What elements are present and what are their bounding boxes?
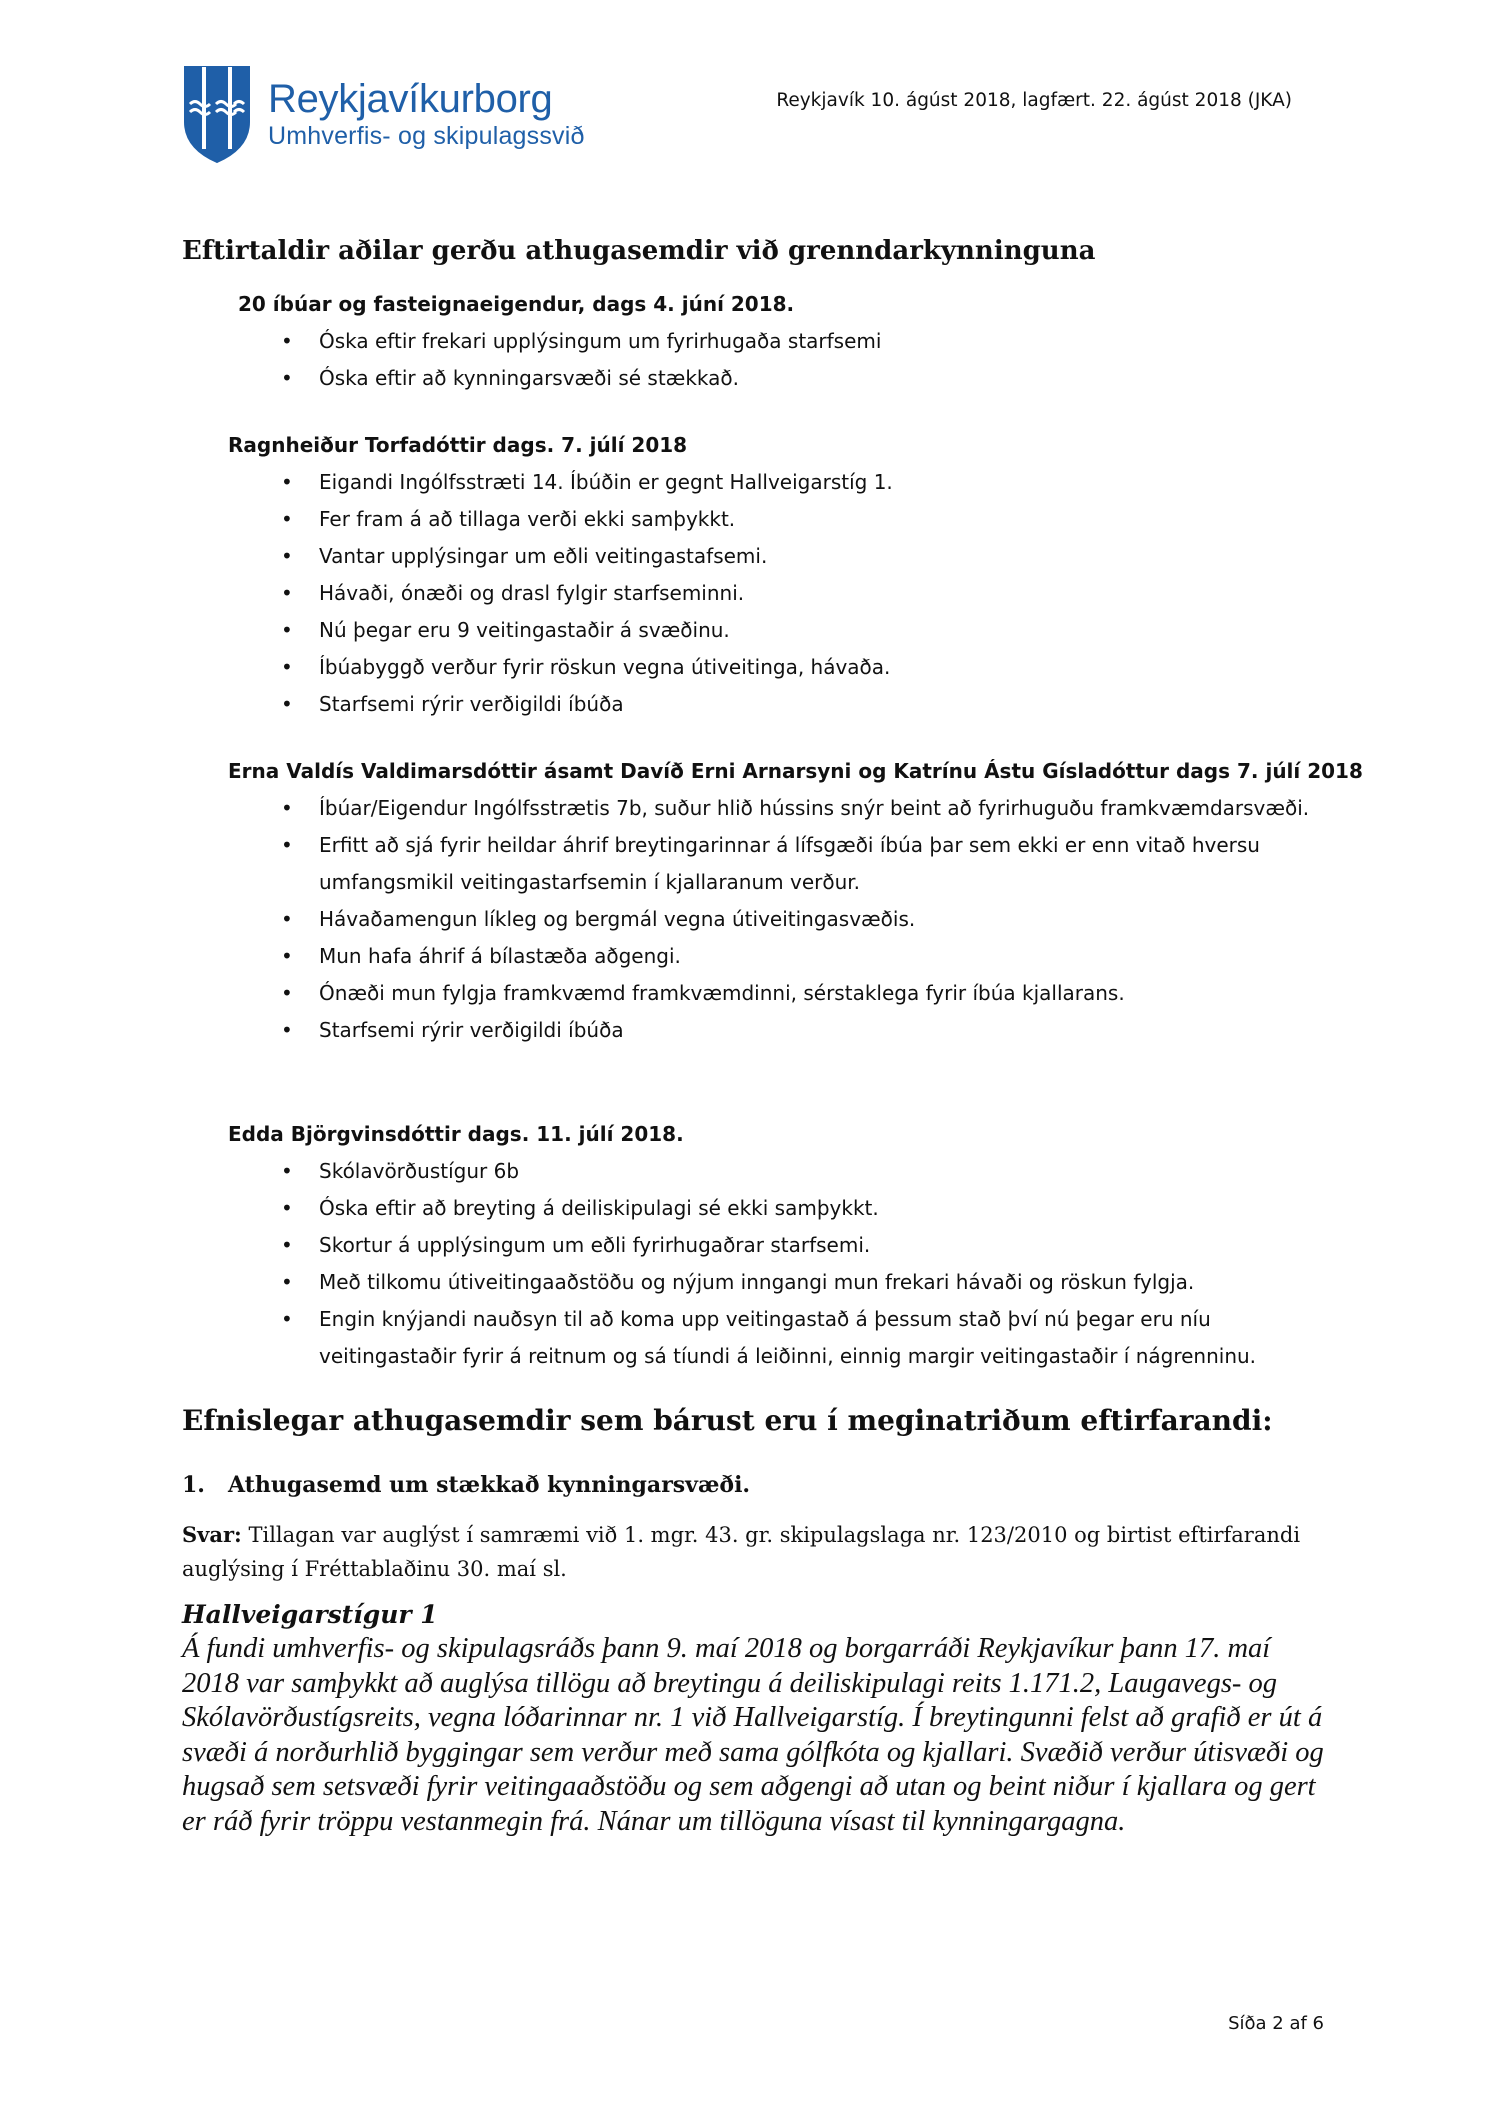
bullet-icon: •: [281, 470, 293, 494]
bullet-icon: •: [281, 907, 293, 931]
bullet-icon: •: [281, 507, 293, 531]
group-title: Edda Björgvinsdóttir dags. 11. júlí 2018.: [228, 1122, 684, 1146]
reykjavik-crest-icon: [182, 64, 252, 164]
bullet-icon: •: [281, 1018, 293, 1042]
answer-paragraph: [182, 1518, 1332, 1586]
date-line: Reykjavík 10. ágúst 2018, lagfært. 22. ágúst 2018 (JKA): [776, 90, 1292, 111]
bullet-icon: •: [281, 1270, 293, 1294]
bullet-icon: •: [281, 544, 293, 568]
page-number: Síða 2 af 6: [1228, 2013, 1324, 2034]
objection-group: [0, 753, 1500, 1049]
list-item: • Eigandi Ingólfsstræti 14. Íbúðin er gegnt Hallveigarstíg 1.: [319, 464, 1500, 501]
bullet-list: [0, 1153, 1319, 1375]
numbered-item: [182, 1472, 750, 1498]
list-item: • Erfitt að sjá fyrir heildar áhrif breytingarinnar á lífsgæði íbúa þar sem ekki er enn vitað hversu umfangsmikil veitingastarfsemin í kjallaranum verður.: [319, 827, 1319, 901]
answer-text: Tillagan var auglýst í samræmi við 1. mgr. 43. gr. skipulagslaga nr. 123/2010 og birtist eftirfarandi auglýsing í Fréttablaðinu 30. maí sl.: [182, 1523, 1301, 1581]
list-item: • Engin knýjandi nauðsyn til að koma upp veitingastað á þessum stað því nú þegar eru níu veitingastaðir fyrir á reitnum og sá tíundi á leiðinni, einnig margir veitingastaðir í nágrenninu.: [319, 1301, 1319, 1375]
bullet-icon: •: [281, 1196, 293, 1220]
list-item: • Óska eftir frekari upplýsingum um fyrirhugaða starfsemi: [319, 323, 1500, 360]
bullet-icon: •: [281, 833, 293, 857]
bullet-list: [0, 464, 1500, 723]
quote-title: Hallveigarstígur 1: [182, 1600, 438, 1629]
bullet-icon: •: [281, 581, 293, 605]
list-item: • Óska eftir að kynningarsvæði sé stækkað.: [319, 360, 1500, 397]
list-item: • Ónæði mun fylgja framkvæmd framkvæmdinni, sérstaklega fyrir íbúa kjallarans.: [319, 975, 1319, 1012]
list-item: • Íbúabyggð verður fyrir röskun vegna útiveitinga, hávaða.: [319, 649, 1500, 686]
objection-group: [0, 286, 1500, 397]
bullet-icon: •: [281, 1307, 293, 1331]
list-item: • Vantar upplýsingar um eðli veitingastafsemi.: [319, 538, 1500, 575]
bullet-icon: •: [281, 618, 293, 642]
list-item: • Mun hafa áhrif á bílastæða aðgengi.: [319, 938, 1319, 975]
bullet-icon: •: [281, 944, 293, 968]
list-item: • Hávaðamengun líkleg og bergmál vegna útiveitingasvæðis.: [319, 901, 1319, 938]
list-item: • Starfsemi rýrir verðigildi íbúða: [319, 686, 1500, 723]
item-title: Athugasemd um stækkað kynningarsvæði.: [228, 1472, 751, 1498]
bullet-icon: •: [281, 692, 293, 716]
objection-group: [0, 427, 1500, 723]
bullet-icon: •: [281, 1159, 293, 1183]
bullet-icon: •: [281, 1233, 293, 1257]
list-item: • Skólavörðustígur 6b: [319, 1153, 1319, 1190]
logo: [182, 64, 585, 164]
list-item: • Nú þegar eru 9 veitingastaðir á svæðinu.: [319, 612, 1500, 649]
group-title: Ragnheiður Torfadóttir dags. 7. júlí 2018: [228, 433, 688, 457]
answer-label: Svar:: [182, 1522, 242, 1547]
quote-text: Á fundi umhverfis- og skipulagsráðs þann 9. maí 2018 og borgarráði Reykjavíkur þann 17. maí 2018 var samþykkt að auglýsa tillögu að breytingu á deiliskipulagi reits 1.171.2, Laugavegs- og Skólavörðustígsreits, vegna lóðarinnar nr. 1 við Hallveigarstíg. Í breytingunni felst að grafið er út á svæði á norðurhlið byggingar sem verður með sama gólfkóta og kjallari. Svæðið verður útisvæði og hugsað sem setsvæði fyrir veitingaaðstöðu og sem aðgengi að utan og beint niður í kjallara og gert er ráð fyrir tröppu vestanmegin frá. Nánar um tillöguna vísast til kynningargagna.: [182, 1633, 1324, 1837]
org-name: Reykjavíkurborg: [268, 77, 553, 121]
list-item: • Fer fram á að tillaga verði ekki samþykkt.: [319, 501, 1500, 538]
list-item: • Með tilkomu útiveitingaaðstöðu og nýjum inngangi mun frekari hávaði og röskun fylgja.: [319, 1264, 1319, 1301]
list-item: • Hávaði, ónæði og drasl fylgir starfseminni.: [319, 575, 1500, 612]
list-item: • Óska eftir að breyting á deiliskipulagi sé ekki samþykkt.: [319, 1190, 1319, 1227]
list-item: • Starfsemi rýrir verðigildi íbúða: [319, 1012, 1319, 1049]
group-title: Erna Valdís Valdimarsdóttir ásamt Davíð Erni Arnarsyni og Katrínu Ástu Gísladóttur dags 7. júlí 2018: [228, 759, 1363, 783]
bullet-icon: •: [281, 655, 293, 679]
org-division: Umhverfis- og skipulagssvið: [268, 122, 585, 150]
list-item: • Íbúar/Eigendur Ingólfsstrætis 7b, suður hlið hússins snýr beint að fyrirhuguðu framkvæmdarsvæði.: [319, 790, 1319, 827]
bullet-list: [0, 790, 1319, 1049]
objection-group: [0, 1116, 1500, 1375]
bullet-icon: •: [281, 329, 293, 353]
bullet-icon: •: [281, 981, 293, 1005]
group-title: 20 íbúar og fasteignaeigendur, dags 4. júní 2018.: [238, 292, 795, 316]
bullet-list: [0, 323, 1500, 397]
bullet-icon: •: [281, 796, 293, 820]
section-heading: Efnislegar athugasemdir sem bárust eru í meginatriðum eftirfarandi:: [182, 1404, 1273, 1437]
item-number: 1.: [182, 1472, 205, 1498]
list-item: • Skortur á upplýsingum um eðli fyrirhugaðrar starfsemi.: [319, 1227, 1319, 1264]
section-heading: Eftirtaldir aðilar gerðu athugasemdir við grenndarkynninguna: [182, 236, 1096, 266]
bullet-icon: •: [281, 366, 293, 390]
